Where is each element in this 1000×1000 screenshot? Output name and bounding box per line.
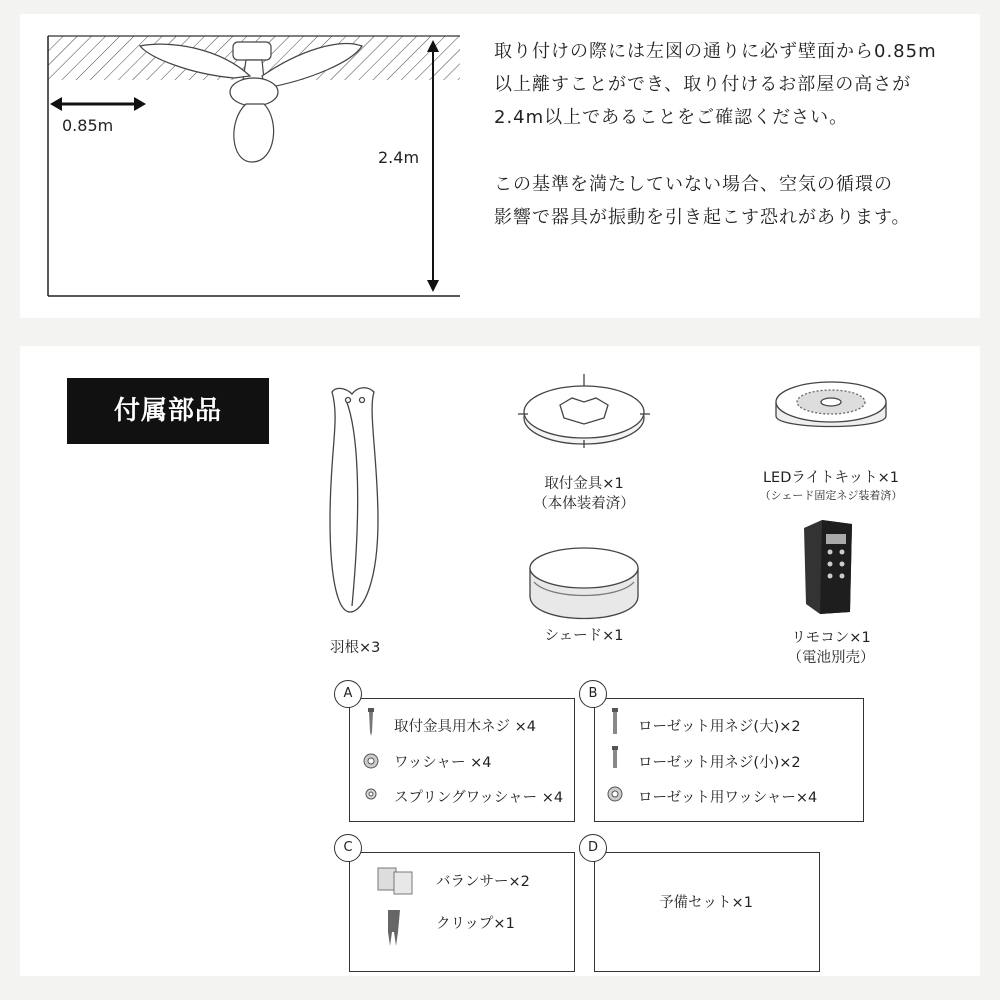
shade-illustration: [530, 548, 638, 619]
parts-box-d: [594, 852, 820, 972]
rosette-washer-icon: [608, 787, 622, 801]
info-line: この基準を満たしていない場合、空気の循環の: [494, 174, 893, 195]
height-label: 2.4m: [378, 148, 420, 167]
large-screw-icon: [612, 708, 618, 734]
box-c-item: クリップ×1: [436, 916, 515, 932]
info-line: 2.4m以上であることをご確認ください。: [494, 107, 849, 128]
blade-caption: 羽根×3: [330, 640, 381, 656]
box-b-letter: B: [579, 680, 607, 708]
mount-caption-note: （本体装着済）: [533, 496, 635, 512]
remote-caption: リモコン×1: [791, 630, 871, 646]
box-a-letter: A: [334, 680, 362, 708]
box-a-item: スプリングワッシャー ×4: [394, 790, 564, 806]
washer-icon: [364, 754, 378, 768]
box-b-item: ローゼット用ネジ(大)×2: [638, 719, 801, 735]
wood-screw-icon: [368, 708, 374, 736]
box-c-letter: C: [334, 834, 362, 862]
box-d-item: 予備セット×1: [659, 895, 753, 911]
box-a-item: ワッシャー ×4: [394, 755, 492, 771]
parts-section-title: 付属部品: [67, 378, 269, 444]
shade-caption: シェード×1: [544, 628, 624, 644]
mount-caption: 取付金具×1: [544, 476, 624, 492]
led-caption-note: （シェード固定ネジ装着済）: [759, 489, 903, 502]
led-kit-illustration: [776, 382, 886, 427]
box-d-letter: D: [579, 834, 607, 862]
small-screw-icon: [612, 746, 618, 768]
led-caption: LEDライトキット×1: [762, 470, 900, 486]
remote-caption-note: （電池別売）: [787, 650, 875, 666]
info-line: 取り付けの際には左図の通りに必ず壁面から0.85m: [494, 41, 937, 62]
box-b-icons: [604, 706, 632, 816]
balancer-icon: [378, 868, 412, 894]
wall-distance-label: 0.85m: [62, 116, 114, 135]
box-a-item: 取付金具用木ネジ ×4: [394, 719, 536, 735]
remote-illustration: [804, 520, 852, 614]
spring-washer-icon: [366, 789, 376, 799]
box-b-item: ローゼット用ワッシャー×4: [638, 790, 818, 806]
box-c-icons: [374, 862, 424, 968]
box-c-item: バランサー×2: [436, 874, 530, 890]
mounting-bracket-illustration: [518, 374, 650, 448]
box-b-item: ローゼット用ネジ(小)×2: [638, 755, 801, 771]
clip-icon: [388, 910, 400, 946]
blade-illustration: [330, 388, 378, 612]
box-a-icons: [360, 706, 388, 816]
info-line: 影響で器具が振動を引き起こす恐れがあります。: [494, 207, 911, 228]
info-line: 以上離すことができ、取り付けるお部屋の高さが: [494, 74, 912, 95]
